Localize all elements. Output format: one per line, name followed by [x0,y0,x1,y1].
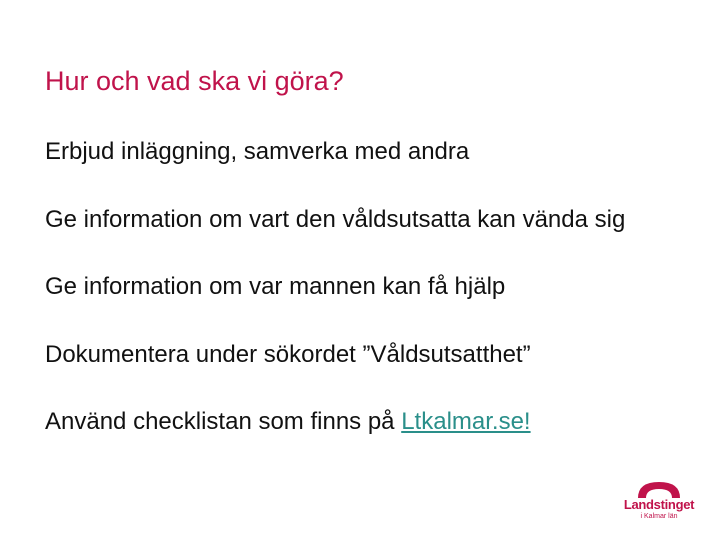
bullet-item: Dokumentera under sökordet ”Våldsutsatthet” [45,340,531,368]
bullet-item: Ge information om var mannen kan få hjälp [45,273,506,300]
bullet-item-with-link [45,406,625,474]
logo-wordmark: Landstinget [623,497,695,512]
bullet-item: Ge information om vart den våldsutsatta kan vända sig [45,205,626,233]
logo-arch-icon [636,480,682,498]
logo-subtitle: i Kalmar län [640,513,678,520]
bullet-list [45,136,625,474]
ltkalmar-link[interactable]: Ltkalmar.se! [401,408,531,435]
bullet-text: Använd checklistan som finns på [45,408,402,435]
slide-title: Hur och vad ska vi göra? [45,66,344,96]
landstinget-logo [622,480,696,524]
bullet-item: Erbjud inläggning, samverka med andra [45,138,470,165]
